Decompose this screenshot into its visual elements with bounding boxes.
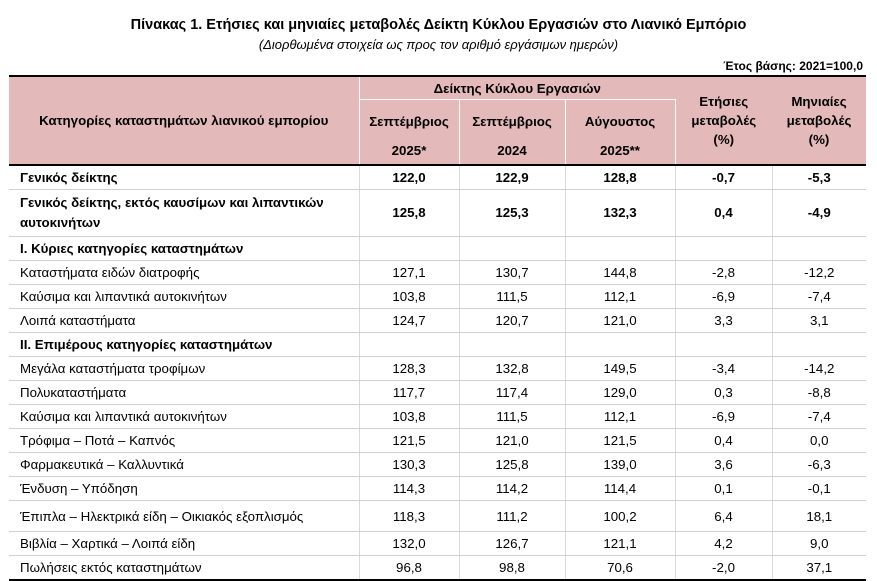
row-value: 121,5 [359,429,459,453]
row-value: 139,0 [565,453,675,477]
table-row [9,405,866,429]
row-value: -0,1 [772,477,866,501]
table-row [9,381,866,405]
row-value [359,237,459,261]
row-value: 121,1 [565,532,675,556]
retail-turnover-table [9,75,866,581]
row-value: 117,7 [359,381,459,405]
row-value: 37,1 [772,556,866,581]
row-label: Γενικός δείκτης, εκτός καυσίμων και λιπαντικών αυτοκινήτων [9,190,359,237]
row-value: 122,0 [359,165,459,190]
row-value: 128,8 [565,165,675,190]
row-value: 125,8 [459,453,565,477]
row-value: 100,2 [565,501,675,532]
row-value: 149,5 [565,357,675,381]
row-value: 3,1 [772,309,866,333]
row-value: -7,4 [772,405,866,429]
row-label: Έπιπλα – Ηλεκτρικά είδη – Οικιακός εξοπλισμός [9,501,359,532]
row-value: 0,3 [675,381,772,405]
row-value: 0,0 [772,429,866,453]
row-value: 129,0 [565,381,675,405]
row-value [459,237,565,261]
row-value: -5,3 [772,165,866,190]
table-row [9,261,866,285]
row-value: -6,9 [675,405,772,429]
row-value: 98,8 [459,556,565,581]
row-value: 0,4 [675,429,772,453]
row-value: -3,4 [675,357,772,381]
row-value: -12,2 [772,261,866,285]
row-value: 121,5 [565,429,675,453]
row-value: 112,1 [565,285,675,309]
row-label: Πωλήσεις εκτός καταστημάτων [9,556,359,581]
header-sep-2024: Σεπτέμβριος 2024 [459,100,565,166]
row-value: 125,8 [359,190,459,237]
row-label: Γενικός δείκτης [9,165,359,190]
table-row [9,333,866,357]
row-value: 125,3 [459,190,565,237]
row-label: Τρόφιμα – Ποτά – Καπνός [9,429,359,453]
row-value [772,237,866,261]
row-value: 130,7 [459,261,565,285]
header-index-group: Δείκτης Κύκλου Εργασιών [359,76,675,100]
row-label: Καταστήματα ειδών διατροφής [9,261,359,285]
table-row [9,556,866,581]
row-value: -4,9 [772,190,866,237]
row-value: 144,8 [565,261,675,285]
row-value: 121,0 [565,309,675,333]
row-label: Μεγάλα καταστήματα τροφίμων [9,357,359,381]
row-label: Λοιπά καταστήματα [9,309,359,333]
row-label: Καύσιμα και λιπαντικά αυτοκινήτων [9,405,359,429]
row-value: 18,1 [772,501,866,532]
row-value: 114,4 [565,477,675,501]
row-value: 124,7 [359,309,459,333]
row-value: 120,7 [459,309,565,333]
row-value: -6,9 [675,285,772,309]
row-value: 9,0 [772,532,866,556]
row-value [772,333,866,357]
table-row [9,165,866,190]
row-value: -6,3 [772,453,866,477]
row-value: 96,8 [359,556,459,581]
row-value: 114,3 [359,477,459,501]
row-value: 127,1 [359,261,459,285]
row-value: 118,3 [359,501,459,532]
row-value [565,237,675,261]
header-sep-2025: Σεπτέμβριος 2025* [359,100,459,166]
header-annual-change: Ετήσιες μεταβολές (%) [675,76,772,165]
header-monthly-change: Μηνιαίες μεταβολές (%) [772,76,866,165]
row-value: -0,7 [675,165,772,190]
header-aug-2025: Αύγουστος 2025** [565,100,675,166]
table-row [9,532,866,556]
table-row [9,429,866,453]
row-value: -2,0 [675,556,772,581]
row-label: Καύσιμα και λιπαντικά αυτοκινήτων [9,285,359,309]
row-value: 111,5 [459,285,565,309]
row-value: 3,3 [675,309,772,333]
row-value: 111,2 [459,501,565,532]
row-value: 121,0 [459,429,565,453]
row-value: 4,2 [675,532,772,556]
row-value: 111,5 [459,405,565,429]
row-value: 6,4 [675,501,772,532]
table-subtitle: (Διορθωμένα στοιχεία ως προς τον αριθμό εργάσιμων ημερών) [258,37,619,52]
row-label: II. Επιμέρους κατηγορίες καταστημάτων [9,333,359,357]
row-value: -2,8 [675,261,772,285]
table-row [9,357,866,381]
row-value: 114,2 [459,477,565,501]
row-value: 0,1 [675,477,772,501]
row-value: 0,4 [675,190,772,237]
row-value: -8,8 [772,381,866,405]
table-row [9,285,866,309]
row-label: Ένδυση – Υπόδηση [9,477,359,501]
table-title: Πίνακας 1. Ετήσιες και μηνιαίες μεταβολές Δείκτη Κύκλου Εργασιών στο Λιανικό Εμπόριο [130,17,747,33]
row-value [675,333,772,357]
row-value: -14,2 [772,357,866,381]
row-value: 112,1 [565,405,675,429]
row-value: 103,8 [359,285,459,309]
row-value: 103,8 [359,405,459,429]
row-value: -7,4 [772,285,866,309]
base-year-note: Έτος βάσης: 2021=100,0 [723,59,863,73]
row-label: Πολυκαταστήματα [9,381,359,405]
row-value: 130,3 [359,453,459,477]
row-value: 122,9 [459,165,565,190]
row-value [675,237,772,261]
row-value [459,333,565,357]
row-value: 70,6 [565,556,675,581]
row-value: 126,7 [459,532,565,556]
row-value: 128,3 [359,357,459,381]
header-category: Κατηγορίες καταστημάτων λιανικού εμπορίου [9,76,359,165]
row-label: I. Κύριες κατηγορίες καταστημάτων [9,237,359,261]
table-row [9,190,866,237]
row-value: 3,6 [675,453,772,477]
table-row [9,477,866,501]
row-value: 117,4 [459,381,565,405]
table-row [9,237,866,261]
row-value: 132,0 [359,532,459,556]
table-row [9,309,866,333]
table-row [9,453,866,477]
row-value [565,333,675,357]
row-value: 132,3 [565,190,675,237]
row-value: 132,8 [459,357,565,381]
row-label: Βιβλία – Χαρτικά – Λοιπά είδη [9,532,359,556]
row-label: Φαρμακευτικά – Καλλυντικά [9,453,359,477]
row-value [359,333,459,357]
table-row [9,501,866,532]
